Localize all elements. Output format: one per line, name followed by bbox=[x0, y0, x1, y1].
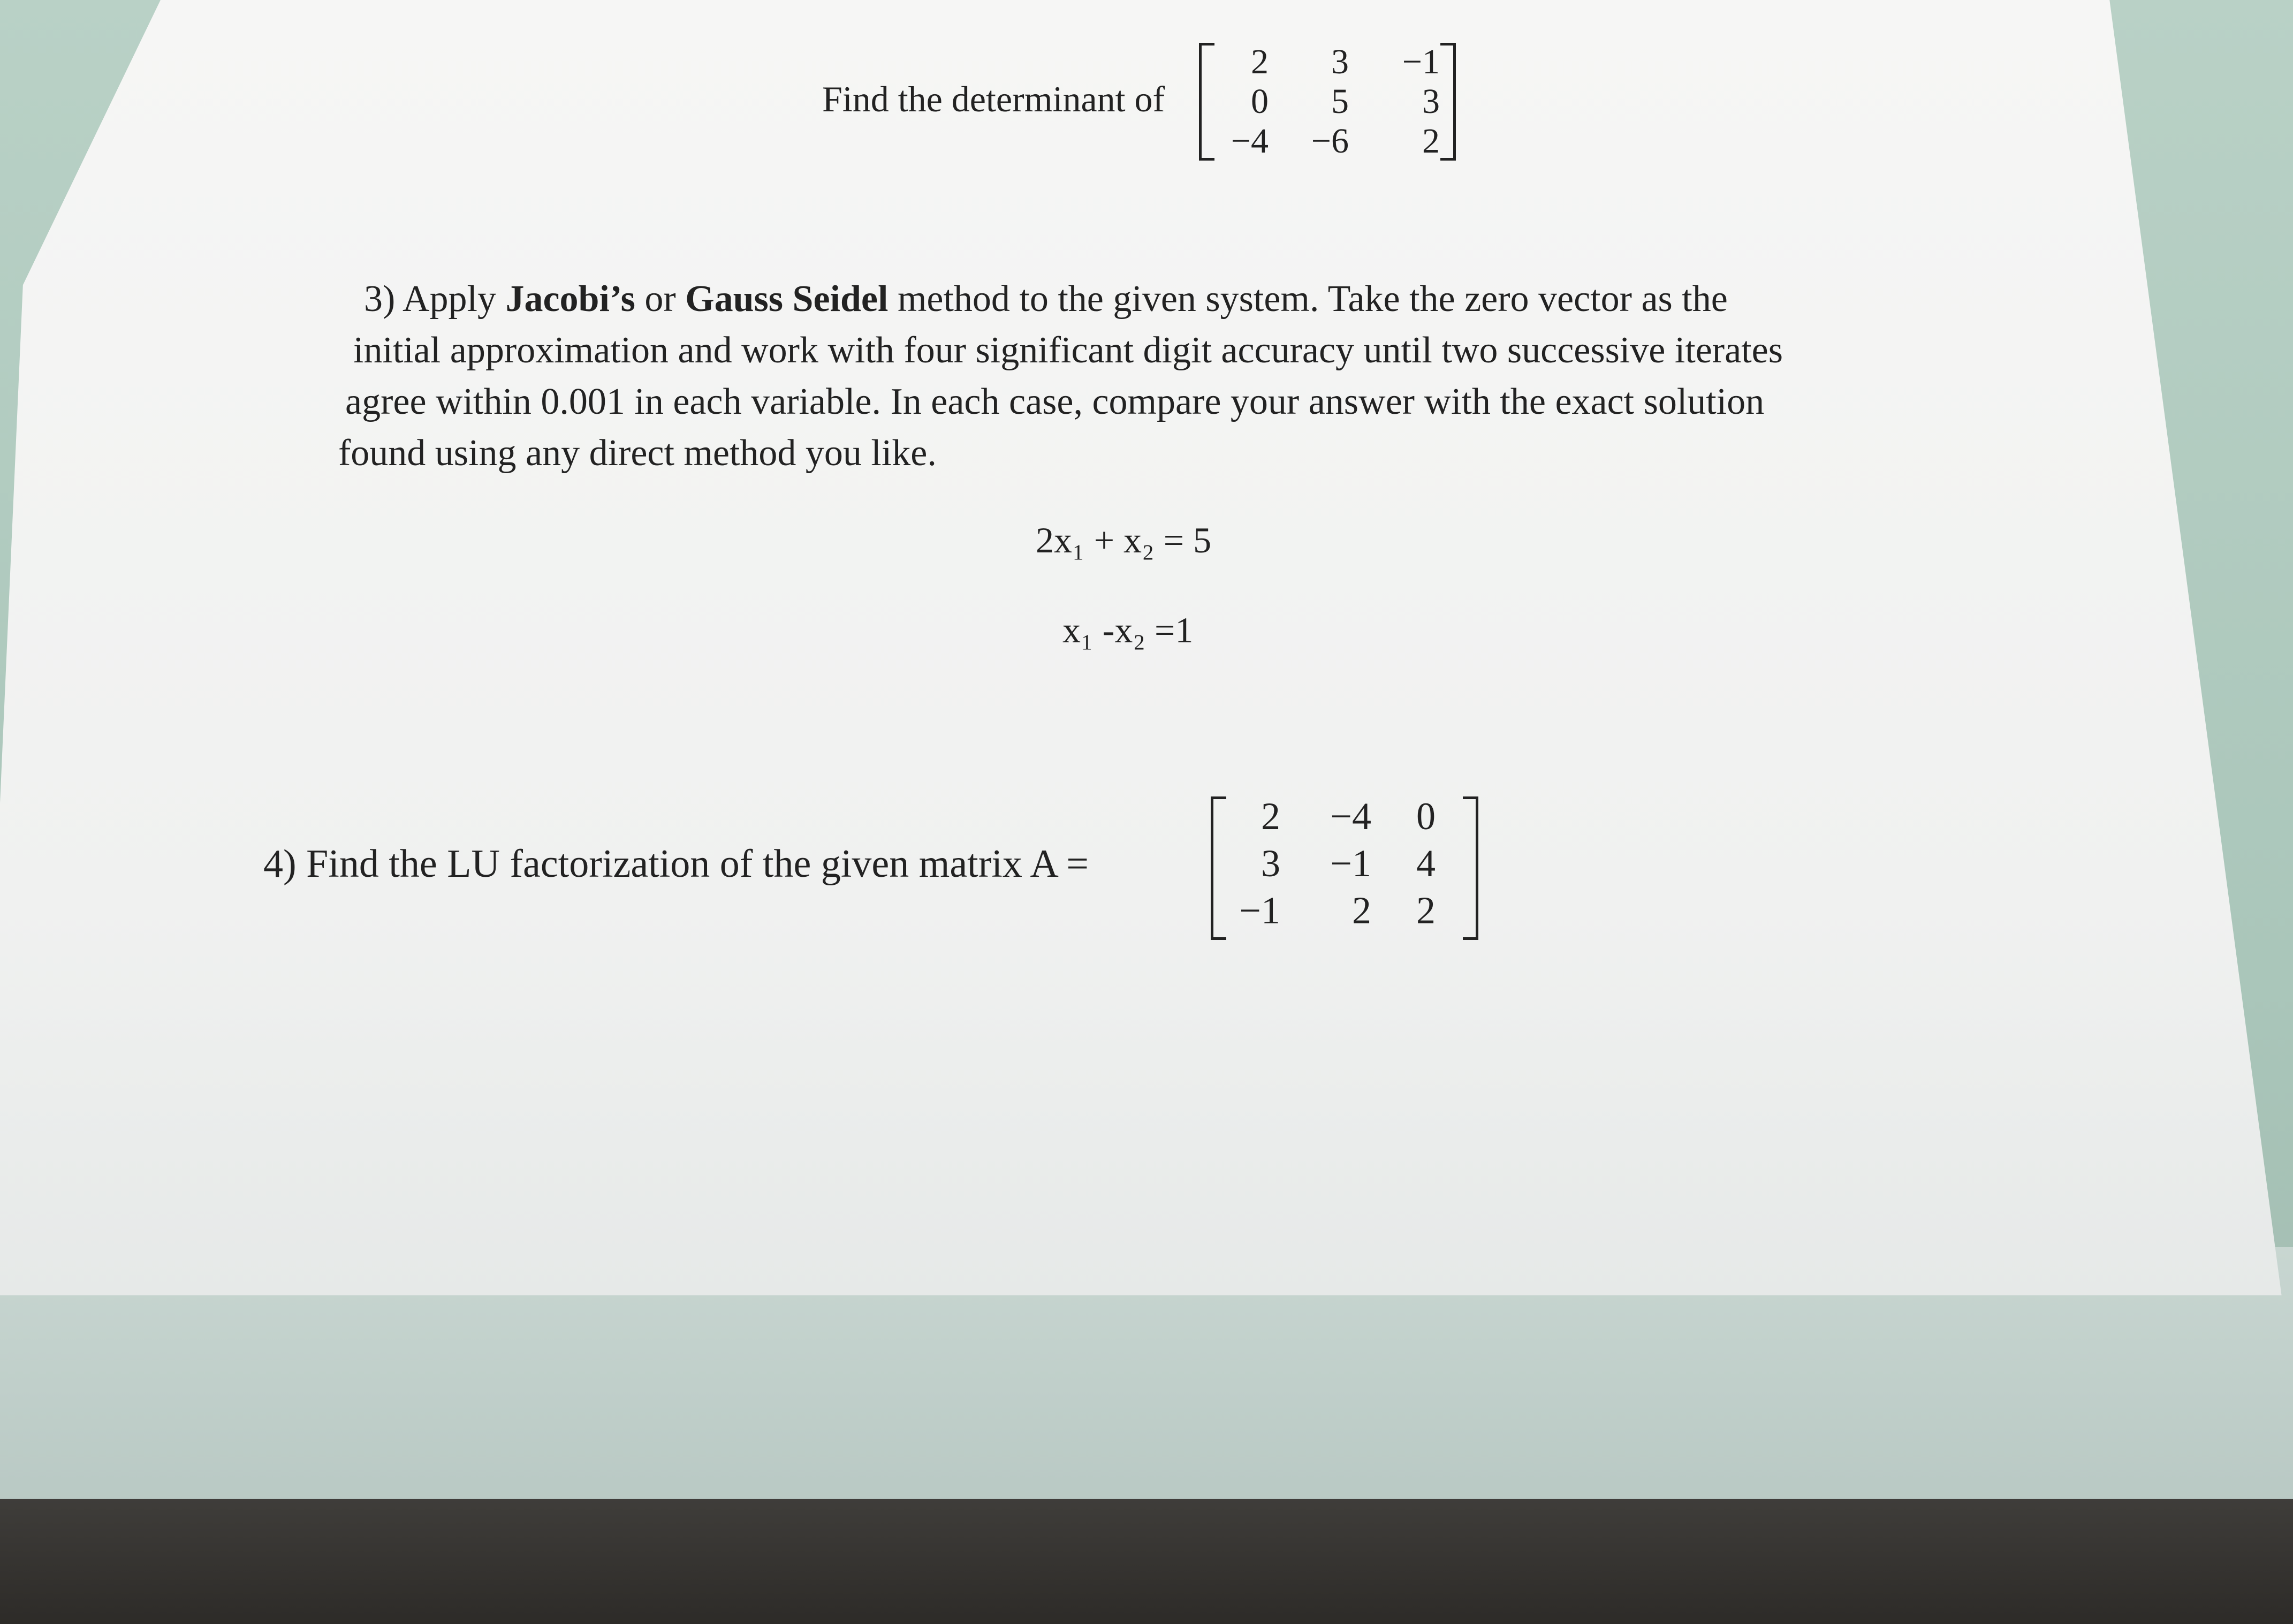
matrix-cell: 0 bbox=[1251, 82, 1269, 121]
matrix-cell: −4 bbox=[1330, 795, 1371, 838]
q2-prompt: Find the determinant of bbox=[822, 79, 1165, 119]
matrix-cell: −4 bbox=[1231, 122, 1269, 161]
q3-number: 3) Apply bbox=[364, 278, 496, 320]
q4-prompt: 4) Find the LU factorization of the given matrix A = bbox=[263, 842, 1089, 886]
matrix-cell: 3 bbox=[1331, 42, 1349, 81]
matrix-cell: 2 bbox=[1261, 795, 1280, 838]
q3-line2: initial approximation and work with four significant digit accuracy until two successive iterates bbox=[353, 330, 1783, 371]
matrix-cell: −1 bbox=[1402, 42, 1440, 81]
q2-matrix bbox=[1199, 43, 1456, 161]
q3-equation-1: 2x₁ + x₂ = 5 bbox=[1036, 520, 1212, 560]
matrix-cell: 2 bbox=[1251, 42, 1269, 81]
right-bracket bbox=[1463, 796, 1478, 940]
dark-surface bbox=[0, 1499, 2293, 1624]
q3-line1-rest: method to the given system. Take the zero vector as the bbox=[897, 278, 1728, 320]
q3-equation-2: x₁ -x₂ =1 bbox=[1062, 610, 1194, 650]
q3-line1 bbox=[364, 278, 1728, 320]
matrix-cell: −6 bbox=[1311, 122, 1349, 161]
q3-method-jacobi: Jacobi’s bbox=[505, 278, 635, 320]
q3-or: or bbox=[644, 278, 676, 320]
matrix-cell: 4 bbox=[1416, 842, 1436, 885]
matrix-cell: 2 bbox=[1422, 122, 1440, 161]
matrix-cell: 5 bbox=[1331, 82, 1349, 121]
q3-line4: found using any direct method you like. bbox=[338, 432, 937, 474]
matrix-cell: 3 bbox=[1422, 82, 1440, 121]
matrix-cell: 0 bbox=[1416, 795, 1436, 838]
matrix-cell: −1 bbox=[1239, 889, 1280, 932]
right-bracket bbox=[1440, 43, 1456, 161]
matrix-cell: 2 bbox=[1416, 889, 1436, 932]
matrix-cell: −1 bbox=[1330, 842, 1371, 885]
matrix-cell: 3 bbox=[1261, 842, 1280, 885]
q3-line3: agree within 0.001 in each variable. In each case, compare your answer with the exact solution bbox=[345, 381, 1765, 422]
q4-matrix bbox=[1211, 796, 1478, 941]
matrix-cell: 2 bbox=[1352, 889, 1371, 932]
q3-method-gauss-seidel: Gauss Seidel bbox=[685, 278, 889, 320]
